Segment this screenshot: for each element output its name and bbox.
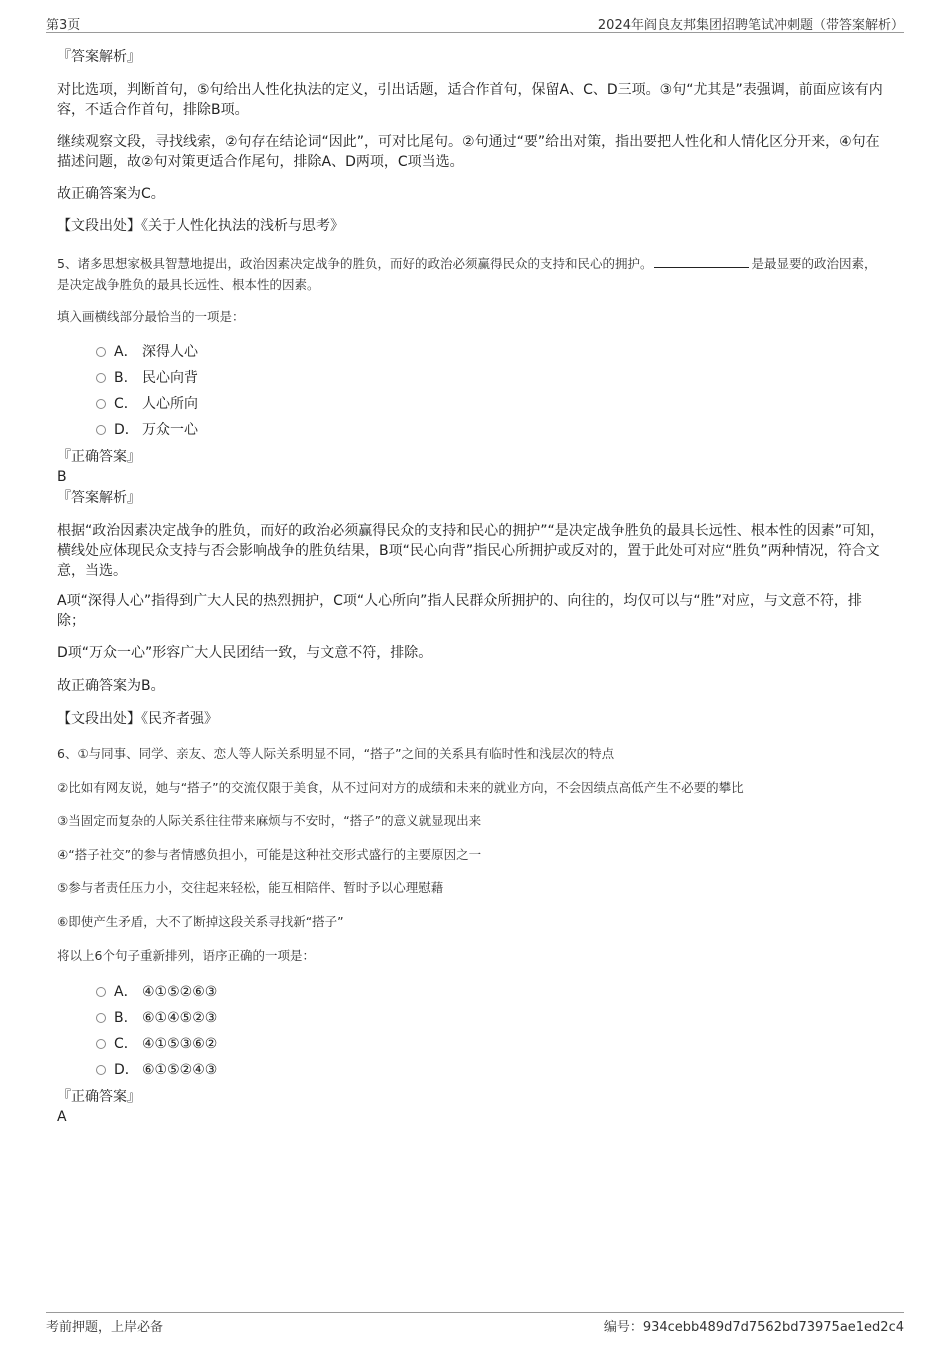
- radio-icon[interactable]: [96, 373, 106, 383]
- radio-icon[interactable]: [96, 1013, 106, 1023]
- page-number: 第3页: [46, 18, 81, 33]
- radio-icon[interactable]: [96, 987, 106, 997]
- q4-analysis-p1: 对比选项，判断首句，⑤句给出人性化执法的定义，引出话题，适合作首句，保留A、C、D三项。③句“尤其是”表强调，前面应该有内容，不适合作首句，排除B项。: [57, 82, 883, 118]
- q5-prompt: 填入画横线部分最恰当的一项是：: [57, 309, 245, 324]
- document-title: 2024年阎良友邦集团招聘笔试冲刺题（带答案解析）: [597, 18, 904, 33]
- q4-source: 【文段出处】《关于人性化执法的浅析与思考》: [57, 218, 344, 234]
- q5-option-a[interactable]: A． 深得人心: [96, 342, 198, 362]
- document-code: 编号：934cebb489d7d7562bd73975ae1ed2c4: [603, 1320, 904, 1335]
- q5-analysis-label: 『答案解析』: [57, 490, 141, 506]
- q6-option-a[interactable]: A． ④①⑤②⑥③: [96, 982, 217, 1002]
- radio-icon[interactable]: [96, 425, 106, 435]
- page-header: [46, 12, 904, 33]
- q4-analysis-p3: 故正确答案为C。: [57, 186, 165, 202]
- q5-text-a: 5、诸多思想家极具智慧地提出，政治因素决定战争的胜负，而好的政治必须赢得民众的支持和民心的拥护。: [57, 256, 653, 271]
- q6-prompt: 将以上6个句子重新排列，语序正确的一项是：: [57, 948, 315, 963]
- q6-sentence-6: ⑥即使产生矛盾，大不了断掉这段关系寻找新“搭子”: [57, 914, 344, 929]
- q6-sentence-4: ④“搭子社交”的参与者情感负担小，可能是这种社交形式盛行的主要原因之一: [57, 847, 482, 862]
- q5-option-d[interactable]: D． 万众一心: [96, 420, 198, 440]
- q5-analysis-p1: 根据“政治因素决定战争的胜负，而好的政治必须赢得民众的支持和民心的拥护”“是决定战争胜负的最具长远性、根本性的因素”可知，横线处应体现民众支持与否会影响战争的胜负结果，B项“民心向背”指民心所拥护或反对的，置于此处可对应“胜负”两种情况，符合文意，当选。: [57, 523, 885, 579]
- q5-answer: B: [57, 469, 67, 485]
- q6-correct-label: 『正确答案』: [57, 1089, 141, 1105]
- q5-analysis-p4: 故正确答案为B。: [57, 678, 165, 694]
- q6-sentence-3: ③当固定而复杂的人际关系往往带来麻烦与不安时，“搭子”的意义就显现出来: [57, 813, 482, 828]
- q5-analysis-p2: A项“深得人心”指得到广大人民的热烈拥护，C项“人心所向”指人民群众所拥护的、向往的，均仅可以与“胜”对应，与文意不符，排除；: [57, 593, 862, 629]
- q6-option-d[interactable]: D． ⑥①⑤②④③: [96, 1060, 217, 1080]
- q6-option-c[interactable]: C． ④①⑤③⑥②: [96, 1034, 217, 1054]
- q5-source: 【文段出处】《民齐者强》: [57, 711, 218, 727]
- q6-sentence-1: 6、①与同事、同学、亲友、恋人等人际关系明显不同，“搭子”之间的关系具有临时性和浅层次的特点: [57, 746, 615, 761]
- radio-icon[interactable]: [96, 347, 106, 357]
- q5-analysis-p3: D项“万众一心”形容广大人民团结一致，与文意不符，排除。: [57, 645, 433, 661]
- q5-blank-line: [654, 255, 749, 268]
- q5-option-b[interactable]: B. 民心向背: [96, 368, 198, 388]
- q4-analysis-label: 『答案解析』: [57, 49, 141, 65]
- q5-text-b: 是最显要的政治因素，是决定战争胜负的最具长远性、根本性的因素。: [57, 256, 877, 292]
- q5-correct-label: 『正确答案』: [57, 449, 141, 465]
- radio-icon[interactable]: [96, 1039, 106, 1049]
- q6-answer: A: [57, 1109, 67, 1125]
- q6-sentence-2: ②比如有网友说，她与“搭子”的交流仅限于美食，从不过问对方的成绩和未来的就业方向，不会因绩点高低产生不必要的攀比: [57, 780, 744, 795]
- page-footer: [46, 1312, 904, 1335]
- q4-analysis-p2: 继续观察文段，寻找线索，②句存在结论词“因此”，可对比尾句。②句通过“要”给出对策，指出要把人性化和人情化区分开来，④句在描述问题，故②句对策更适合作尾句，排除A、D两项，C项当选。: [57, 134, 880, 170]
- footer-slogan: 考前押题，上岸必备: [46, 1320, 164, 1335]
- radio-icon[interactable]: [96, 399, 106, 409]
- q6-sentence-5: ⑤参与者责任压力小，交往起来轻松，能互相陪伴、暂时予以心理慰藉: [57, 880, 444, 895]
- q5-option-c[interactable]: C． 人心所向: [96, 394, 198, 414]
- radio-icon[interactable]: [96, 1065, 106, 1075]
- q5-question-text: [57, 253, 887, 295]
- q6-option-b[interactable]: B. ⑥①④⑤②③: [96, 1008, 217, 1028]
